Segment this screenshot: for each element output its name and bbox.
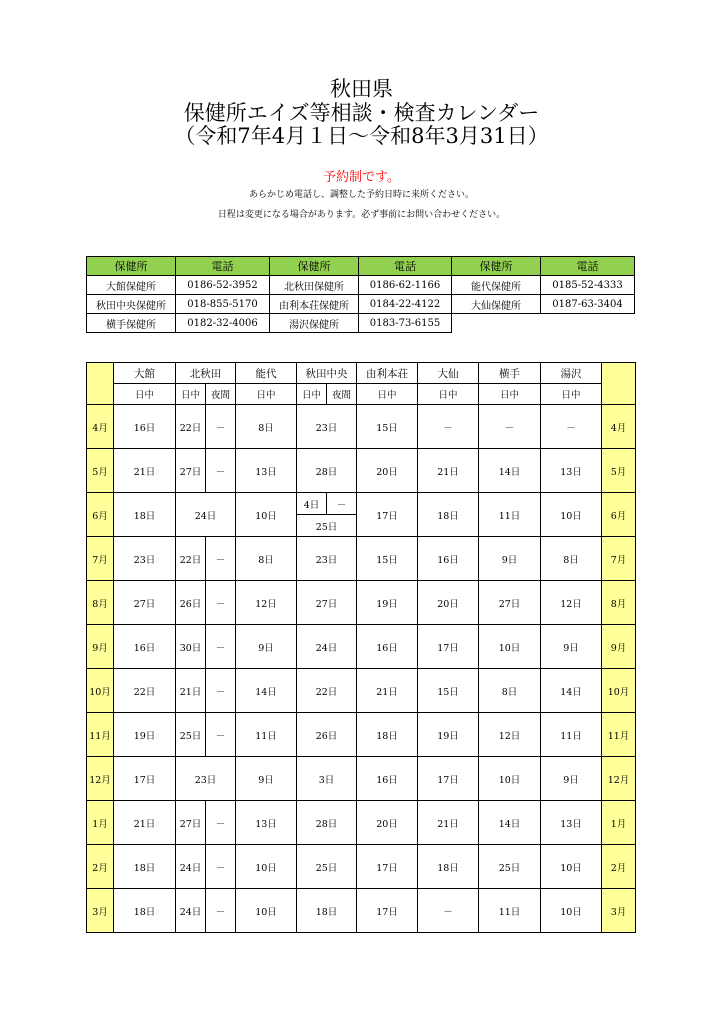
date-kitaakita-night: － — [206, 625, 236, 669]
page-period: （令和7年4月１日～令和8年3月31日） — [174, 124, 549, 148]
date-odate: 21日 — [114, 801, 176, 845]
date-odate: 21日 — [114, 449, 176, 493]
month-label: 11月 — [87, 713, 114, 757]
month-label: 1月 — [602, 801, 636, 845]
month-row — [87, 757, 636, 801]
office-phone-table — [86, 256, 635, 333]
date-yuzawa: 9日 — [541, 757, 602, 801]
col-header-odate: 大館 — [114, 363, 176, 384]
date-kitaakita-night: － — [206, 405, 236, 449]
corner-cell — [87, 363, 114, 405]
date-yuzawa: － — [541, 405, 602, 449]
date-noshiro: 13日 — [236, 801, 297, 845]
col-header-yurihonjo: 由利本荘 — [357, 363, 418, 384]
date-yurihonjo: 15日 — [357, 405, 418, 449]
date-kitaakita-night: － — [206, 537, 236, 581]
date-kitaakita: 23日 — [176, 757, 236, 801]
date-daisen: 21日 — [418, 801, 479, 845]
note-call-ahead: あらかじめ電話し、調整した予約日時に来所ください。 — [248, 190, 474, 200]
office-phone: 0187-63-3404 — [541, 295, 635, 314]
col-header-noshiro: 能代 — [236, 363, 297, 384]
date-kitaakita-day: 24日 — [176, 889, 206, 933]
office-name: 大館保健所 — [87, 276, 176, 295]
date-daisen: － — [418, 889, 479, 933]
office-name: 大仙保健所 — [452, 295, 541, 314]
date-daisen: 16日 — [418, 537, 479, 581]
time-header-night: 夜間 — [206, 384, 236, 405]
time-header-day: 日中 — [479, 384, 541, 405]
phone-header: 電話 — [359, 257, 452, 276]
date-yurihonjo: 17日 — [357, 845, 418, 889]
corner-cell — [602, 363, 636, 405]
date-akita-chuo: 28日 — [297, 449, 357, 493]
date-noshiro: 14日 — [236, 669, 297, 713]
col-header-kitaakita: 北秋田 — [176, 363, 236, 384]
date-yurihonjo: 19日 — [357, 581, 418, 625]
date-noshiro: 13日 — [236, 449, 297, 493]
date-yokote: 9日 — [479, 537, 541, 581]
date-daisen: 19日 — [418, 713, 479, 757]
reservation-notice: 予約制です。 — [323, 170, 400, 185]
office-phone: 0182-32-4006 — [176, 314, 270, 333]
month-label: 8月 — [602, 581, 636, 625]
time-header-night: 夜間 — [327, 384, 357, 405]
month-label: 11月 — [602, 713, 636, 757]
col-header-yuzawa: 湯沢 — [541, 363, 602, 384]
date-yokote: 27日 — [479, 581, 541, 625]
date-yurihonjo: 20日 — [357, 801, 418, 845]
date-yuzawa: 14日 — [541, 669, 602, 713]
office-row — [87, 295, 635, 314]
date-yuzawa: 11日 — [541, 713, 602, 757]
month-label: 2月 — [602, 845, 636, 889]
month-label: 7月 — [87, 537, 114, 581]
date-yurihonjo: 16日 — [357, 757, 418, 801]
month-row — [87, 493, 636, 515]
date-akita-chuo: 18日 — [297, 889, 357, 933]
date-noshiro: 9日 — [236, 625, 297, 669]
month-row — [87, 625, 636, 669]
date-kitaakita-day: 22日 — [176, 537, 206, 581]
date-yurihonjo: 15日 — [357, 537, 418, 581]
date-yuzawa: 9日 — [541, 625, 602, 669]
date-yokote: 25日 — [479, 845, 541, 889]
date-akita-chuo: 23日 — [297, 537, 357, 581]
date-odate: 22日 — [114, 669, 176, 713]
date-kitaakita-day: 27日 — [176, 449, 206, 493]
date-noshiro: 9日 — [236, 757, 297, 801]
date-kitaakita-night: － — [206, 713, 236, 757]
date-kitaakita-day: 30日 — [176, 625, 206, 669]
month-label: 3月 — [87, 889, 114, 933]
date-kitaakita-day: 24日 — [176, 845, 206, 889]
office-phone: 0186-52-3952 — [176, 276, 270, 295]
office-name: 湯沢保健所 — [270, 314, 359, 333]
date-yuzawa: 10日 — [541, 889, 602, 933]
date-yuzawa: 12日 — [541, 581, 602, 625]
time-header-day: 日中 — [418, 384, 479, 405]
date-kitaakita-day: 22日 — [176, 405, 206, 449]
date-kitaakita-day: 25日 — [176, 713, 206, 757]
month-row — [87, 405, 636, 449]
month-label: 12月 — [602, 757, 636, 801]
month-row — [87, 889, 636, 933]
empty-cell — [541, 314, 635, 333]
month-label: 8月 — [87, 581, 114, 625]
month-label: 3月 — [602, 889, 636, 933]
date-odate: 18日 — [114, 493, 176, 537]
calendar-office-header-row — [87, 363, 636, 384]
date-yuzawa: 13日 — [541, 449, 602, 493]
date-yokote: 10日 — [479, 757, 541, 801]
date-yuzawa: 8日 — [541, 537, 602, 581]
date-yurihonjo: 21日 — [357, 669, 418, 713]
date-kitaakita-night: － — [206, 801, 236, 845]
date-kitaakita-night: － — [206, 889, 236, 933]
date-kitaakita-night: － — [206, 449, 236, 493]
time-header-day: 日中 — [114, 384, 176, 405]
time-header-day: 日中 — [357, 384, 418, 405]
date-daisen: 17日 — [418, 757, 479, 801]
month-label: 10月 — [87, 669, 114, 713]
office-header: 保健所 — [87, 257, 176, 276]
date-kitaakita: 24日 — [176, 493, 236, 537]
month-label: 6月 — [602, 493, 636, 537]
date-yokote: 11日 — [479, 889, 541, 933]
date-daisen: 18日 — [418, 493, 479, 537]
date-akita-chuo: 28日 — [297, 801, 357, 845]
date-yokote: 14日 — [479, 449, 541, 493]
month-row — [87, 845, 636, 889]
time-header-day: 日中 — [297, 384, 327, 405]
date-odate: 18日 — [114, 889, 176, 933]
date-yurihonjo: 16日 — [357, 625, 418, 669]
office-name: 能代保健所 — [452, 276, 541, 295]
page-title: 保健所エイズ等相談・検査カレンダー — [183, 101, 540, 125]
office-header: 保健所 — [452, 257, 541, 276]
date-odate: 18日 — [114, 845, 176, 889]
month-label: 12月 — [87, 757, 114, 801]
office-name: 秋田中央保健所 — [87, 295, 176, 314]
phone-header: 電話 — [176, 257, 270, 276]
office-name: 横手保健所 — [87, 314, 176, 333]
date-noshiro: 12日 — [236, 581, 297, 625]
date-kitaakita-night: － — [206, 669, 236, 713]
time-header-day: 日中 — [541, 384, 602, 405]
office-name: 由利本荘保健所 — [270, 295, 359, 314]
date-odate: 17日 — [114, 757, 176, 801]
month-row — [87, 713, 636, 757]
empty-cell — [452, 314, 541, 333]
date-odate: 16日 — [114, 625, 176, 669]
office-row — [87, 276, 635, 295]
time-header-day: 日中 — [176, 384, 206, 405]
page-title-prefecture: 秋田県 — [330, 77, 393, 101]
month-row — [87, 669, 636, 713]
calendar-time-header-row — [87, 384, 636, 405]
date-noshiro: 10日 — [236, 493, 297, 537]
phone-header: 電話 — [541, 257, 635, 276]
month-label: 5月 — [602, 449, 636, 493]
office-phone: 0185-52-4333 — [541, 276, 635, 295]
date-daisen: － — [418, 405, 479, 449]
date-yurihonjo: 18日 — [357, 713, 418, 757]
date-noshiro: 8日 — [236, 405, 297, 449]
date-yokote: － — [479, 405, 541, 449]
time-header-day: 日中 — [236, 384, 297, 405]
month-row — [87, 449, 636, 493]
date-odate: 27日 — [114, 581, 176, 625]
date-kitaakita-day: 27日 — [176, 801, 206, 845]
date-akita-chuo: 26日 — [297, 713, 357, 757]
date-kitaakita-day: 21日 — [176, 669, 206, 713]
month-row — [87, 537, 636, 581]
office-phone: 0183-73-6155 — [359, 314, 452, 333]
date-akita-chuo: 24日 — [297, 625, 357, 669]
date-yuzawa: 13日 — [541, 801, 602, 845]
date-yurihonjo: 20日 — [357, 449, 418, 493]
month-label: 6月 — [87, 493, 114, 537]
office-phone: 018-855-5170 — [176, 295, 270, 314]
date-yokote: 12日 — [479, 713, 541, 757]
col-header-akita-chuo: 秋田中央 — [297, 363, 357, 384]
date-yuzawa: 10日 — [541, 493, 602, 537]
month-label: 2月 — [87, 845, 114, 889]
date-yokote: 10日 — [479, 625, 541, 669]
date-kitaakita-day: 26日 — [176, 581, 206, 625]
month-label: 1月 — [87, 801, 114, 845]
office-phone: 0184-22-4122 — [359, 295, 452, 314]
month-label: 5月 — [87, 449, 114, 493]
date-akita-chuo: 27日 — [297, 581, 357, 625]
month-label: 4月 — [87, 405, 114, 449]
office-row — [87, 314, 635, 333]
date-odate: 23日 — [114, 537, 176, 581]
date-yurihonjo: 17日 — [357, 493, 418, 537]
month-label: 4月 — [602, 405, 636, 449]
date-yokote: 11日 — [479, 493, 541, 537]
date-akita-chuo-night: － — [327, 493, 357, 515]
col-header-yokote: 横手 — [479, 363, 541, 384]
date-kitaakita-night: － — [206, 845, 236, 889]
date-daisen: 21日 — [418, 449, 479, 493]
month-row — [87, 801, 636, 845]
date-noshiro: 11日 — [236, 713, 297, 757]
date-odate: 16日 — [114, 405, 176, 449]
date-yokote: 14日 — [479, 801, 541, 845]
date-noshiro: 10日 — [236, 845, 297, 889]
date-akita-chuo: 22日 — [297, 669, 357, 713]
date-daisen: 15日 — [418, 669, 479, 713]
month-label: 9月 — [87, 625, 114, 669]
col-header-daisen: 大仙 — [418, 363, 479, 384]
date-akita-chuo: 23日 — [297, 405, 357, 449]
date-daisen: 20日 — [418, 581, 479, 625]
note-schedule-change: 日程は変更になる場合があります。必ず事前にお問い合わせください。 — [217, 210, 506, 220]
month-label: 10月 — [602, 669, 636, 713]
date-yuzawa: 10日 — [541, 845, 602, 889]
date-daisen: 18日 — [418, 845, 479, 889]
date-akita-chuo: 25日 — [297, 845, 357, 889]
date-akita-chuo: 3日 — [297, 757, 357, 801]
date-daisen: 17日 — [418, 625, 479, 669]
office-header: 保健所 — [270, 257, 359, 276]
month-label: 7月 — [602, 537, 636, 581]
date-yokote: 8日 — [479, 669, 541, 713]
date-yurihonjo: 17日 — [357, 889, 418, 933]
office-header-row — [87, 257, 635, 276]
date-kitaakita-night: － — [206, 581, 236, 625]
month-label: 9月 — [602, 625, 636, 669]
schedule-calendar — [86, 362, 636, 933]
date-noshiro: 8日 — [236, 537, 297, 581]
date-akita-chuo-second: 25日 — [297, 515, 357, 537]
office-phone: 0186-62-1166 — [359, 276, 452, 295]
date-noshiro: 10日 — [236, 889, 297, 933]
date-odate: 19日 — [114, 713, 176, 757]
office-name: 北秋田保健所 — [270, 276, 359, 295]
month-row — [87, 581, 636, 625]
date-akita-chuo-day: 4日 — [297, 493, 327, 515]
